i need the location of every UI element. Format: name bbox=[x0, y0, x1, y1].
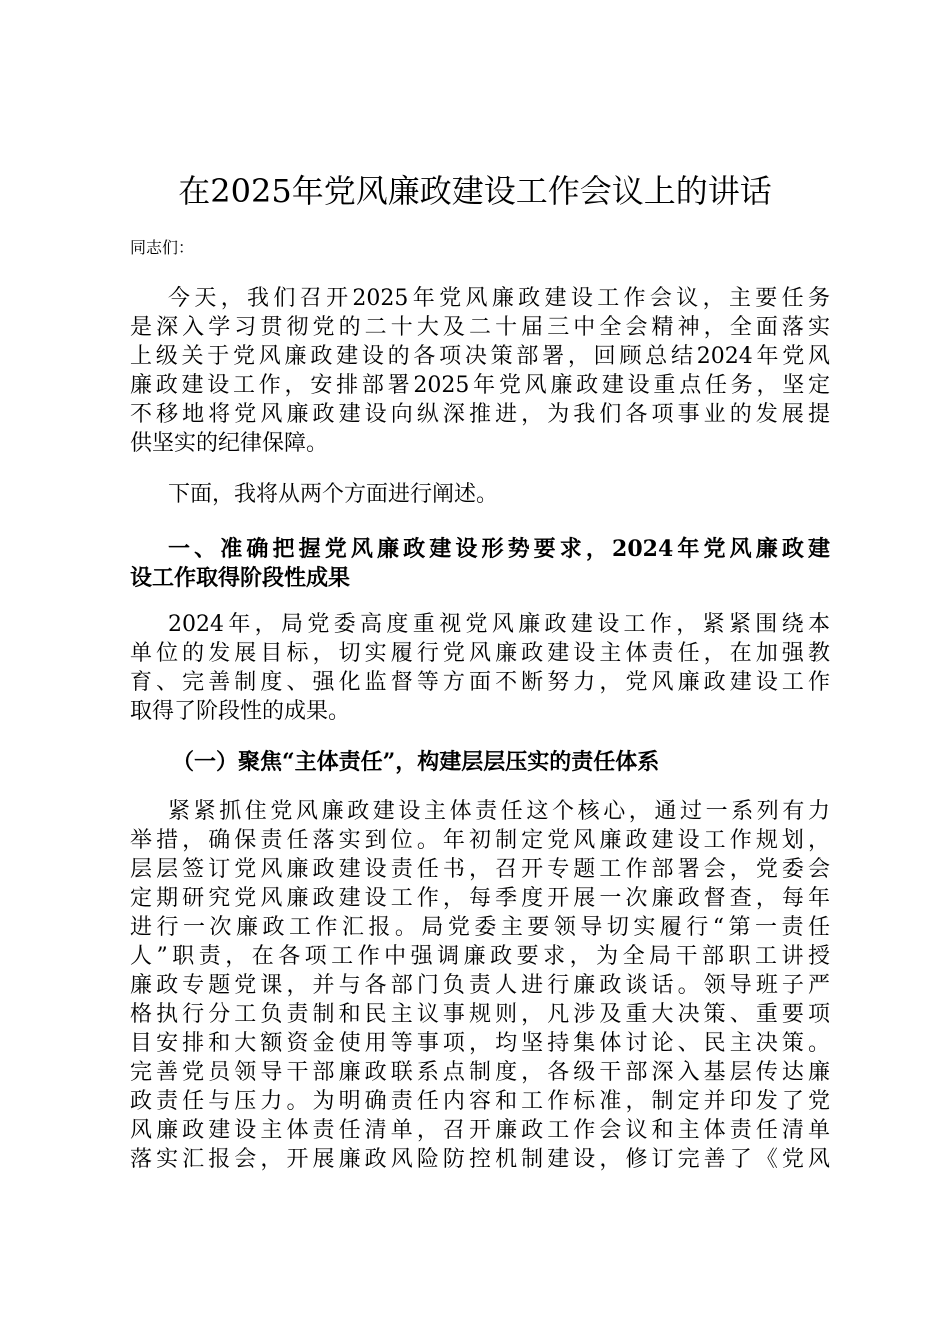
paragraph-line: 层层签订党风廉政建设责任书，召开专题工作部署会，党委会 bbox=[130, 857, 830, 882]
paragraph-line: 举措，确保责任落实到位。年初制定党风廉政建设工作规划， bbox=[130, 828, 830, 853]
paragraph-line: 紧紧抓住党风廉政建设主体责任这个核心，通过一系列有力 bbox=[168, 799, 830, 824]
heading-line: 一、准确把握党风廉政建设形势要求，2024年党风廉政建 bbox=[168, 536, 830, 562]
paragraph-line: 上级关于党风廉政建设的各项决策部署，回顾总结2024年党风 bbox=[130, 344, 830, 369]
intro-paragraph bbox=[130, 284, 830, 458]
paragraph-line: 2024年，局党委高度重视党风廉政建设工作，紧紧围绕本 bbox=[168, 612, 830, 637]
paragraph-line: 进行一次廉政工作汇报。局党委主要领导切实履行“第一责任 bbox=[130, 915, 830, 940]
paragraph-line: 廉政专题党课，并与各部门负责人进行廉政谈话。领导班子严 bbox=[130, 973, 830, 998]
paragraph-line: 定期研究党风廉政建设工作，每季度开展一次廉政督查，每年 bbox=[130, 886, 830, 911]
paragraph-line: 供坚实的纪律保障。 bbox=[130, 431, 329, 456]
paragraph-line: 风廉政建设主体责任清单，召开廉政工作会议和主体责任清单 bbox=[130, 1118, 830, 1143]
paragraph-line: 下面，我将从两个方面进行阐述。 bbox=[168, 482, 499, 507]
paragraph-line: 育、完善制度、强化监督等方面不断努力，党风廉政建设工作 bbox=[130, 670, 830, 695]
paragraph-line: 人”职责，在各项工作中强调廉政要求，为全局干部职工讲授 bbox=[130, 944, 830, 969]
document-title: 在2025年党风廉政建设工作会议上的讲话 bbox=[178, 172, 772, 210]
section-heading bbox=[130, 535, 830, 593]
paragraph-line: 格执行分工负责制和民主议事规则，凡涉及重大决策、重要项 bbox=[130, 1002, 830, 1027]
paragraph-line: 单位的发展目标，切实履行党风廉政建设主体责任，在加强教 bbox=[130, 641, 830, 666]
transition-paragraph bbox=[130, 480, 830, 509]
salutation: 同志们： bbox=[130, 238, 195, 257]
paragraph-line: 政责任与压力。为明确责任内容和工作标准，制定并印发了党 bbox=[130, 1089, 830, 1114]
paragraph-line: 取得了阶段性的成果。 bbox=[130, 699, 351, 724]
paragraph-line: 今天，我们召开2025年党风廉政建设工作会议，主要任务 bbox=[168, 286, 830, 311]
paragraph-line: 廉政建设工作，安排部署2025年党风廉政建设重点任务，坚定 bbox=[130, 373, 830, 398]
paragraph-line: 是深入学习贯彻党的二十大及二十届三中全会精神，全面落实 bbox=[130, 315, 830, 340]
paragraph-line: 完善党员领导干部廉政联系点制度，各级干部深入基层传达廉 bbox=[130, 1060, 830, 1085]
subsection-heading: （一）聚焦“主体责任”，构建层层压实的责任体系 bbox=[172, 749, 660, 775]
heading-line: 设工作取得阶段性成果 bbox=[130, 565, 351, 591]
section-paragraph bbox=[130, 610, 830, 726]
subsection-paragraph bbox=[130, 797, 830, 1174]
paragraph-line: 落实汇报会，开展廉政风险防控机制建设，修订完善了《党风 bbox=[130, 1147, 830, 1172]
paragraph-line: 不移地将党风廉政建设向纵深推进，为我们各项事业的发展提 bbox=[130, 402, 830, 427]
paragraph-line: 目安排和大额资金使用等事项，均坚持集体讨论、民主决策。 bbox=[130, 1031, 830, 1056]
